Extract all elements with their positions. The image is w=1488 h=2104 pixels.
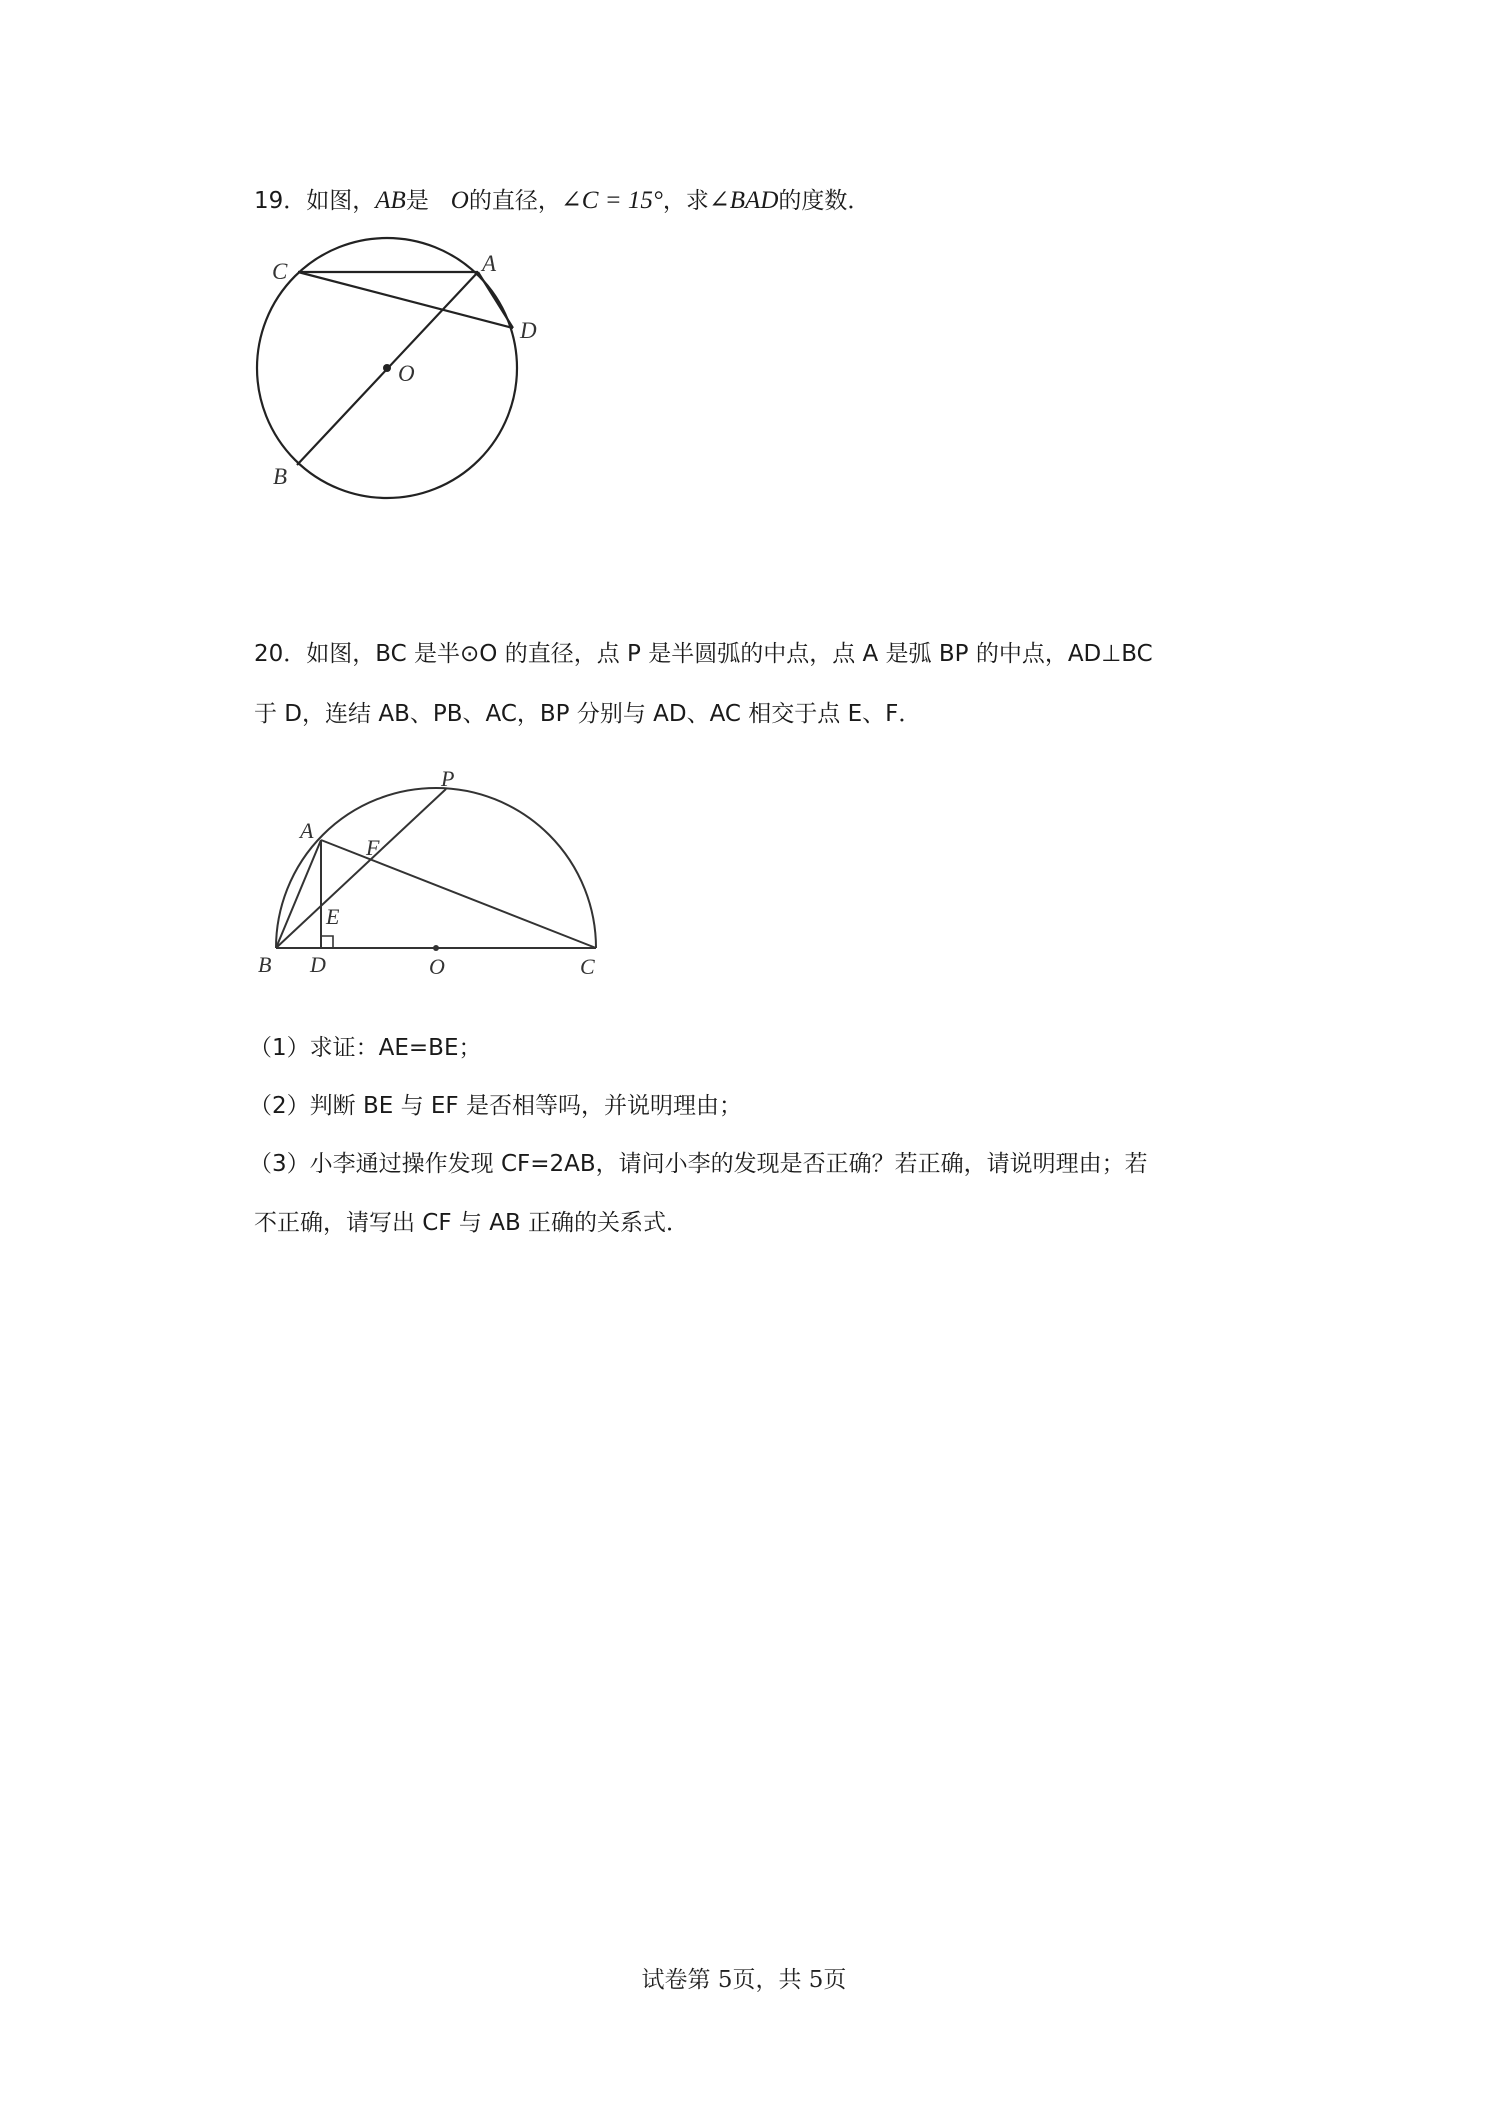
- q20-sub1: （1）求证：AE=BE；: [249, 1035, 482, 1061]
- q20-sub3b: 不正确，请写出 CF 与 AB 正确的关系式．: [254, 1210, 690, 1236]
- segment-ab: [276, 840, 321, 948]
- label-f: F: [366, 835, 380, 860]
- center-point-o: [383, 364, 391, 372]
- label-o: O: [398, 361, 415, 386]
- semicircle-arc: [276, 788, 596, 948]
- chord-cd: [298, 272, 513, 328]
- segment-bp: [276, 789, 446, 948]
- label-b-20: B: [258, 952, 272, 977]
- label-b: B: [273, 464, 288, 489]
- label-c: C: [272, 259, 288, 284]
- q20-line2: 于 D，连结 AB、PB、AC，BP 分别与 AD、AC 相交于点 E、F．: [254, 701, 922, 727]
- q20-sub3a: （3）小李通过操作发现 CF=2AB，请问小李的发现是否正确？若正确，请说明理由；若: [249, 1151, 1148, 1177]
- label-p: P: [441, 766, 455, 791]
- q20-sub2: （2）判断 BE 与 EF 是否相等吗，并说明理由；: [249, 1093, 742, 1119]
- label-a: A: [482, 251, 497, 276]
- label-c-20: C: [580, 954, 595, 979]
- q19-number: 19．: [254, 188, 307, 214]
- label-a-20: A: [300, 818, 314, 843]
- label-e: E: [326, 904, 340, 929]
- label-d: D: [520, 318, 537, 343]
- right-angle-mark: [321, 936, 333, 948]
- label-d-20: D: [310, 952, 326, 977]
- page-footer: 试卷第 5页，共 5页: [641, 1967, 847, 1993]
- label-o-20: O: [429, 954, 445, 979]
- q19-text: 19．如图，AB是 O的直径，∠C = 15°，求∠BAD的度数．: [254, 187, 871, 214]
- segment-ac: [321, 840, 596, 948]
- q20-line1: 20．如图，BC 是半⊙O 的直径，点 P 是半圆弧的中点，点 A 是弧 BP 的中点，AD⊥BC: [254, 641, 1153, 667]
- center-point-o-20: [433, 945, 439, 951]
